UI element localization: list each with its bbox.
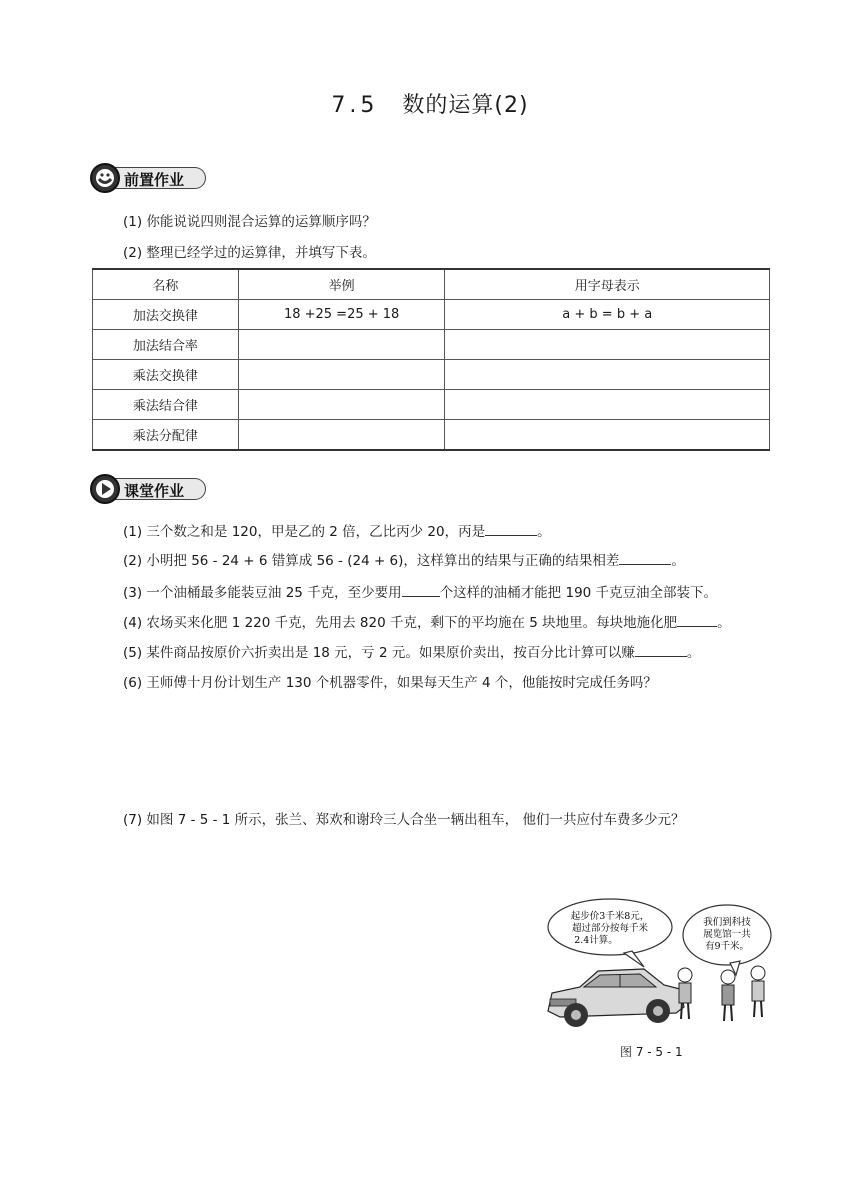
answer-blank[interactable] — [635, 642, 687, 657]
section-label: 前置作业 — [124, 171, 185, 189]
class-question-6: (6) 王师傅十月份计划生产 130 个机器零件，如果每天生产 4 个，他能按时完成任务吗？ — [123, 675, 657, 691]
law-letters-cell[interactable] — [445, 330, 770, 360]
play-icon — [90, 474, 120, 504]
answer-blank[interactable] — [619, 550, 671, 565]
law-letters: a + b = b + a — [445, 300, 770, 330]
bubble-left-line-2: 超过部分按每千米 — [571, 923, 649, 934]
children-drawing — [678, 966, 765, 1021]
bubble-right-line-2: 展览馆一共 — [703, 929, 751, 940]
law-example-cell[interactable] — [238, 390, 445, 420]
pre-question-1: (1) 你能说说四则混合运算的运算顺序吗？ — [123, 214, 376, 230]
pre-question-2: (2) 整理已经学过的运算律，并填写下表。 — [123, 245, 376, 261]
section-label: 课堂作业 — [124, 482, 185, 500]
answer-blank[interactable] — [485, 521, 537, 536]
car-drawing — [548, 969, 684, 1027]
taxi-illustration — [540, 895, 780, 1040]
smile-icon — [90, 163, 120, 193]
class-question-7: (7) 如图 7 - 5 - 1 所示，张兰、郑欢和谢玲三人合坐一辆出租车， 他们一共应付车费多少元？ — [123, 812, 685, 828]
section-header-pre — [90, 163, 210, 193]
table-row — [93, 300, 770, 330]
header-name: 名称 — [93, 269, 239, 300]
section-title: 数的运算(2) — [402, 93, 529, 118]
law-letters-cell[interactable] — [445, 420, 770, 451]
figure-caption: 图 7 - 5 - 1 — [620, 1045, 683, 1059]
header-letters: 用字母表示 — [445, 269, 770, 300]
law-example-cell[interactable] — [238, 420, 445, 451]
law-name: 加法结合率 — [93, 330, 239, 360]
class-question-4: (4) 农场买来化肥 1 220 千克，先用去 820 千克，剩下的平均施在 5 块地里。每块地施化肥 。 — [123, 611, 731, 631]
law-name: 乘法结合律 — [93, 390, 239, 420]
table-row — [93, 360, 770, 390]
class-question-5: (5) 某件商品按原价六折卖出是 18 元，亏 2 元。如果原价卖出，按百分比计算可以赚 。 — [123, 641, 700, 661]
answer-blank[interactable] — [402, 582, 440, 597]
law-letters-cell[interactable] — [445, 390, 770, 420]
page-title — [0, 88, 860, 119]
table-row — [93, 330, 770, 360]
header-example: 举例 — [238, 269, 445, 300]
bubble-left-line-1: 起步价3千米8元， — [570, 911, 650, 922]
class-question-2: (2) 小明把 56 - 24 + 6 错算成 56 - (24 + 6)，这样算出的结果与正确的结果相差 。 — [123, 549, 685, 569]
law-name: 乘法交换律 — [93, 360, 239, 390]
table-row — [93, 420, 770, 451]
bubble-left-line-3: 2.4计算。 — [574, 935, 618, 946]
section-number: 7.5 — [331, 93, 379, 118]
law-name: 加法交换律 — [93, 300, 239, 330]
law-example-cell[interactable] — [238, 330, 445, 360]
table-row — [93, 390, 770, 420]
law-example: 18 +25 =25 + 18 — [238, 300, 445, 330]
law-example-cell[interactable] — [238, 360, 445, 390]
answer-blank[interactable] — [677, 612, 717, 627]
table-header-row — [93, 269, 770, 300]
section-header-class — [90, 474, 210, 504]
class-question-3: (3) 一个油桶最多能装豆油 25 千克，至少要用 个这样的油桶才能把 190 千克豆油全部装下。 — [123, 581, 717, 601]
bubble-right-line-1: 我们到科技 — [703, 917, 751, 928]
bubble-right-line-3: 有9千米。 — [704, 941, 750, 952]
operation-laws-table — [92, 268, 770, 451]
law-letters-cell[interactable] — [445, 360, 770, 390]
law-name: 乘法分配律 — [93, 420, 239, 451]
class-question-1: (1) 三个数之和是 120，甲是乙的 2 倍，乙比丙少 20，丙是 。 — [123, 520, 551, 540]
